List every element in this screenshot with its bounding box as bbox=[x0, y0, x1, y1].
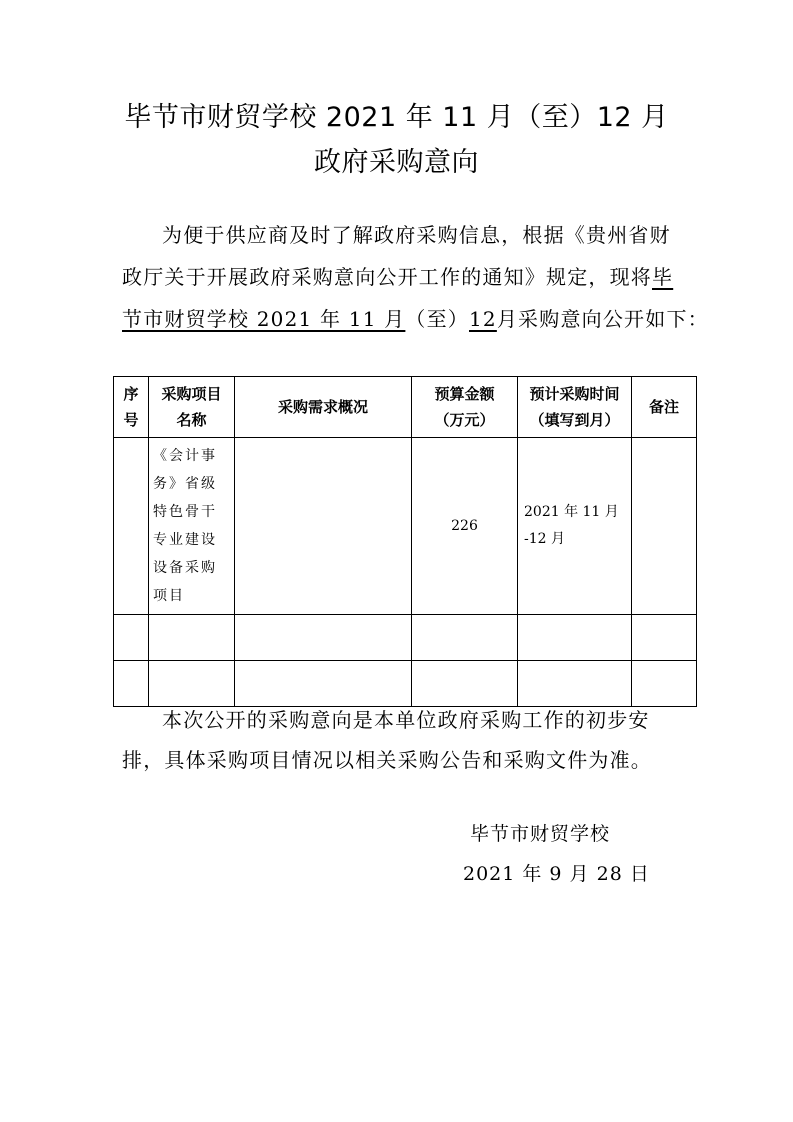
empty-cell bbox=[235, 615, 412, 661]
empty-cell bbox=[412, 615, 518, 661]
cell-demand-overview bbox=[235, 438, 412, 615]
intro-paragraph bbox=[122, 214, 709, 340]
intro-line-3 bbox=[122, 298, 709, 340]
header-project-name: 采购项目 名称 bbox=[149, 377, 235, 438]
intro-to-text: （至） bbox=[405, 307, 469, 331]
cell-project-name: 《会计事务》省级特色骨干专业建设设备采购项目 bbox=[149, 438, 235, 615]
intro-line-2-text: 政厅关于开展政府采购意向公开工作的通知》规定，现将 bbox=[122, 265, 652, 289]
intro-school-period-underlined: 节市财贸学校 2021 年 11 月 bbox=[122, 307, 406, 331]
cell-remark bbox=[632, 438, 697, 615]
cell-estimated-time: 2021 年 11 月 -12 月 bbox=[518, 438, 632, 615]
header-demand-overview: 采购需求概况 bbox=[235, 377, 412, 438]
procurement-table bbox=[113, 376, 697, 707]
closing-line-1: 本次公开的采购意向是本单位政府采购工作的初步安 bbox=[162, 708, 650, 732]
table-row-empty bbox=[114, 615, 697, 661]
cell-budget-amount: 226 bbox=[412, 438, 518, 615]
closing-line-2: 排，具体采购项目情况以相关采购公告和采购文件为准。 bbox=[122, 748, 652, 772]
intro-end-month-underlined: 12 bbox=[469, 307, 497, 331]
table-header-row bbox=[114, 377, 697, 438]
empty-cell bbox=[518, 615, 632, 661]
empty-cell bbox=[632, 615, 697, 661]
closing-paragraph bbox=[122, 700, 682, 780]
cell-serial-number bbox=[114, 438, 149, 615]
signature-organization: 毕节市财贸学校 bbox=[470, 823, 611, 845]
header-serial-number: 序 号 bbox=[114, 377, 149, 438]
intro-line-3-tail: 月采购意向公开如下： bbox=[496, 307, 709, 331]
document-title-line-2: 政府采购意向 bbox=[314, 147, 479, 178]
table-row bbox=[114, 438, 697, 615]
signature-date: 2021 年 9 月 28 日 bbox=[463, 863, 650, 885]
header-budget-amount: 预算金额 （万元） bbox=[412, 377, 518, 438]
header-estimated-time: 预计采购时间 （填写到月） bbox=[518, 377, 632, 438]
empty-cell bbox=[149, 615, 235, 661]
intro-line-2-underlined: 毕 bbox=[652, 265, 674, 289]
document-title-line-1: 毕节市财贸学校 2021 年 11 月（至）12 月 bbox=[124, 102, 669, 133]
intro-line-1: 为便于供应商及时了解政府采购信息，根据《贵州省财 bbox=[162, 223, 671, 247]
header-remark: 备注 bbox=[632, 377, 697, 438]
intro-line-2 bbox=[122, 256, 682, 298]
empty-cell bbox=[114, 615, 149, 661]
